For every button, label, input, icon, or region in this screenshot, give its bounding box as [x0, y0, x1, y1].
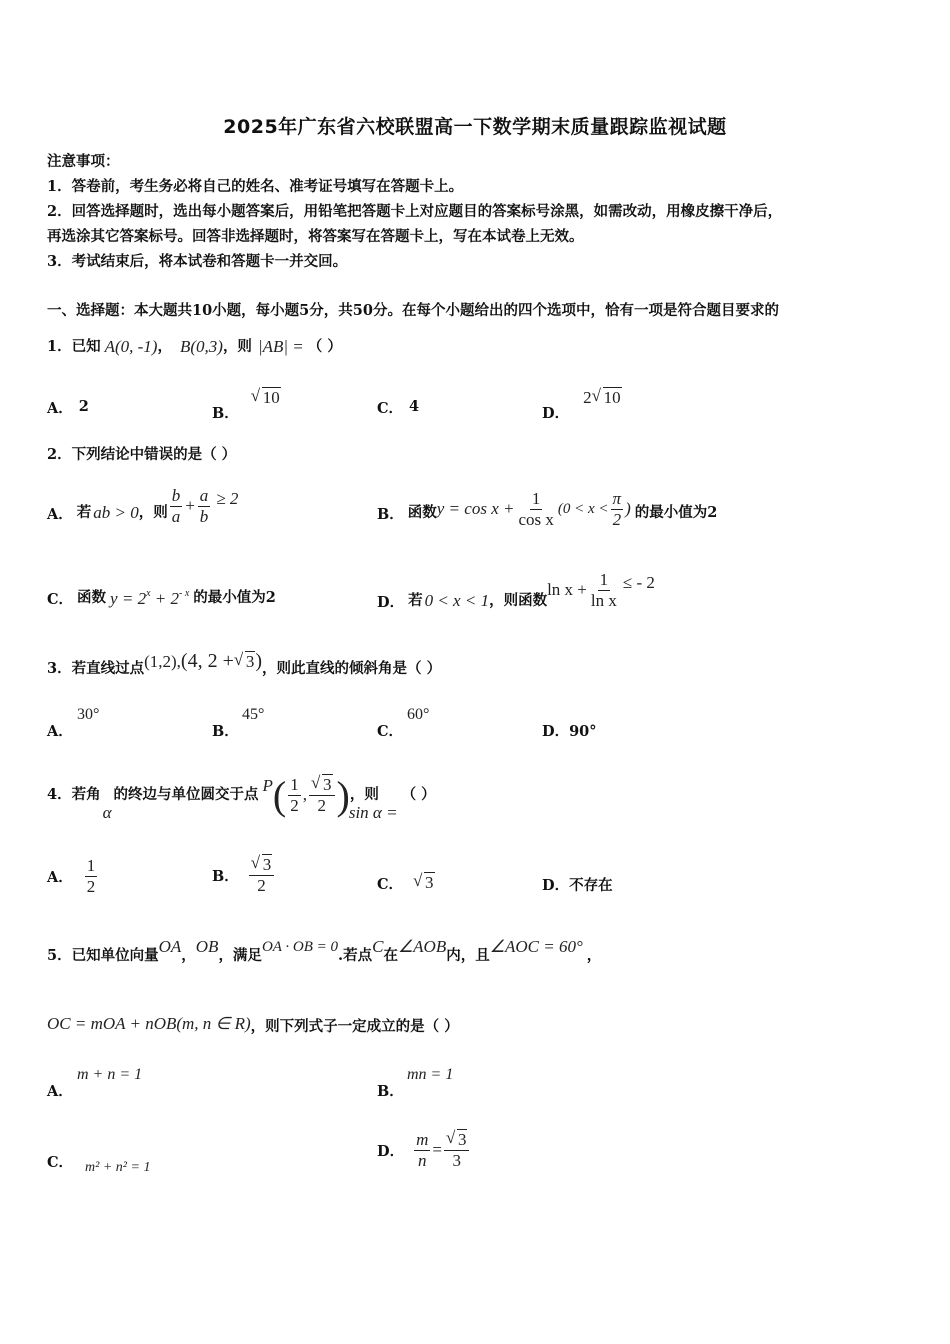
q3-points: (1,2),(4, 2 + √ 3) — [144, 649, 263, 672]
q4-option-c — [377, 868, 435, 898]
q5-number: 5．已知单位向量 — [47, 947, 159, 964]
q5-option-d — [377, 1124, 471, 1176]
plus: + 2 — [150, 588, 180, 608]
q1-expr: |AB| = — [257, 337, 304, 356]
q4-option-b — [212, 850, 276, 900]
exponent: - x — [179, 587, 190, 599]
comma: , — [302, 785, 307, 804]
option-label: B． — [212, 723, 239, 740]
option-text: 4 — [409, 398, 420, 415]
q1-option-a — [47, 392, 89, 422]
q5-angle1: ∠AOB — [397, 937, 447, 956]
frac-den: 2 — [290, 795, 299, 815]
frac-den: 2 — [317, 795, 326, 815]
q4-number: 4．若角 — [47, 786, 101, 803]
option-label: A． — [47, 723, 73, 740]
q1-option-d — [542, 388, 622, 422]
frac-den: ln x — [590, 590, 617, 610]
option-math: 2 √ 10 — [583, 386, 621, 407]
option-label: A． — [47, 1083, 73, 1100]
option-label: B． — [212, 404, 239, 422]
q4-point: P ( $\frac{1}{2}$ , √ 3 2 ) — [262, 772, 350, 818]
option-label: C． — [47, 1153, 74, 1171]
question-3-stem — [47, 646, 441, 686]
q1-option-c — [377, 392, 419, 422]
notice-item: 2．回答选择题时，选出每小题答案后，用铅笔把答题卡上对应题目的答案标号涂黑，如需改动，用橡皮擦干净后， — [47, 203, 783, 220]
option-text: ，则函数 — [489, 592, 548, 609]
q3-number: 3．若直线过点 — [47, 660, 145, 677]
frac-num: 1 — [86, 855, 96, 875]
option-text: 的最小值为2 — [634, 504, 718, 521]
q3-option-d — [542, 720, 597, 742]
option-math: ab > 0 — [93, 503, 139, 522]
frac-den: a — [171, 506, 181, 526]
option-text: 函数 — [407, 504, 437, 521]
point-2-start: (4, 2 + — [180, 649, 234, 672]
q4-alpha: α — [102, 803, 112, 822]
notice-item: 再选涂其它答案标号。回答非选择题时，将答案写在答题卡上，写在本试卷上无效。 — [47, 228, 584, 245]
relation: ≤ - 2 — [622, 573, 655, 592]
frac-num: a — [199, 485, 209, 505]
page-title: 2025年广东省六校联盟高一下数学期末质量跟踪监视试题 — [223, 116, 727, 138]
option-label: A． — [47, 868, 73, 886]
option-label: C． — [377, 875, 404, 893]
option-label: C． — [377, 723, 404, 740]
option-label: B． — [377, 505, 404, 523]
q5-ob: OB — [195, 937, 219, 956]
option-label: C． — [47, 590, 74, 608]
option-math — [110, 588, 189, 609]
question-5-stem — [47, 934, 601, 970]
q2-option-c — [47, 584, 276, 612]
lhs: ln x + — [547, 580, 587, 599]
option-label: A． — [47, 505, 73, 523]
q5-oa: OA — [158, 937, 182, 956]
option-math — [437, 489, 631, 530]
option-math: √ 10 — [250, 386, 280, 407]
expr: y = 2 — [110, 588, 147, 608]
option-label: D． — [377, 593, 405, 611]
q5-comma: ， — [181, 947, 196, 964]
notice-item: 3．考试结束后，将本试卷和答题卡一并交回。 — [47, 253, 348, 270]
q2-option-d — [377, 562, 655, 632]
sqrt-arg: 10 — [603, 388, 621, 407]
question-2-stem: 2．下列结论中错误的是（ ） — [47, 446, 237, 463]
question-1-stem — [47, 332, 342, 362]
option-math: 30° — [77, 706, 100, 723]
option-label: D． — [542, 877, 570, 894]
q4-blank: （ ） — [401, 786, 436, 803]
q1-blank: （ ） — [307, 338, 342, 355]
q5-mid2: .若点 — [338, 947, 373, 964]
option-math: √ 3 — [413, 871, 434, 892]
q3-post: ，则此直线的倾斜角是（ ） — [262, 660, 442, 677]
point-name: P — [262, 776, 273, 795]
q5-line2-post: ，则下列式子一定成立的是（ ） — [250, 1018, 459, 1035]
q5-mid4: 内，且 — [446, 947, 490, 964]
option-math — [168, 486, 239, 527]
option-label: D． — [542, 723, 570, 740]
option-math: 45° — [242, 706, 265, 723]
frac-den: 2 — [257, 875, 266, 895]
notice-heading: 注意事项： — [47, 153, 120, 170]
frac-num: b — [171, 485, 181, 505]
q5-oc-expr: OC = mOA + nOB(m, n ∈ R) — [47, 1014, 251, 1033]
option-math — [547, 570, 655, 611]
sqrt-arg: 3 — [245, 651, 255, 671]
frac-den: 2 — [86, 876, 96, 896]
option-label: D． — [377, 1142, 405, 1160]
q4-expr: sin α = — [348, 803, 398, 822]
coef: 2 — [583, 388, 592, 407]
plus: + — [184, 496, 196, 515]
frac-num: 1 — [290, 774, 299, 794]
lhs: y = cos x + — [436, 499, 515, 518]
option-text: 的最小值为2 — [193, 589, 276, 606]
q4-then: ，则 — [349, 786, 379, 803]
q4-mid: 的终边与单位圆交于点 — [113, 786, 259, 803]
sqrt-arg: 3 — [262, 854, 272, 874]
frac-num: 1 — [531, 488, 541, 508]
q5-option-c — [47, 1150, 150, 1178]
q5-end: ， — [586, 947, 602, 964]
q2-option-b — [377, 478, 717, 548]
option-label: D． — [542, 404, 570, 422]
option-text: 90° — [569, 723, 597, 740]
q1-point-a: A(0, -1) — [104, 337, 158, 356]
notice-item: 1．答卷前，考生务必将自己的姓名、准考证号填写在答题卡上。 — [47, 178, 464, 195]
option-text: 函数 — [77, 589, 107, 606]
sqrt-arg: 3 — [323, 774, 332, 794]
option-text: 不存在 — [569, 877, 613, 894]
frac-num: m — [416, 1129, 429, 1149]
close-paren: ) — [625, 499, 631, 518]
q1-sep: ， — [157, 338, 172, 355]
option-math: m² + n² = 1 — [85, 1160, 151, 1175]
q1-option-b — [212, 388, 281, 422]
exponent: x — [146, 587, 151, 599]
q5-mid1: ，满足 — [218, 947, 262, 964]
option-math: 60° — [407, 706, 430, 723]
point-2-end: ) — [255, 649, 263, 672]
option-label: C． — [377, 399, 404, 417]
q1-then: ，则 — [222, 338, 252, 355]
option-math: $\frac{m}{n}$ = √ 3 3 — [412, 1130, 471, 1171]
option-text: 若 — [408, 592, 423, 609]
q5-c: C — [372, 937, 384, 956]
frac-den: cos x — [518, 509, 554, 529]
q4-option-d — [542, 874, 613, 896]
sqrt-arg: 3 — [457, 1129, 467, 1149]
equals: = — [432, 1140, 442, 1159]
option-math — [85, 856, 98, 897]
frac-num: 1 — [599, 569, 609, 589]
q5-dot: OA · OB = 0 — [261, 938, 339, 955]
relation: ≥ 2 — [216, 489, 239, 508]
q5-line-2 — [47, 1010, 459, 1038]
option-text: 2 — [78, 398, 89, 415]
frac-den: b — [199, 506, 209, 526]
point-1: (1,2), — [144, 651, 181, 671]
q1-number: 1．已知 — [47, 338, 101, 355]
option-label: B． — [377, 1083, 404, 1100]
q2-option-a — [47, 478, 238, 548]
q4-option-a — [47, 852, 99, 900]
sqrt-arg: 3 — [425, 873, 434, 892]
question-4-stem — [47, 762, 436, 828]
q5-mid3: 在 — [383, 947, 398, 964]
option-label: A． — [47, 399, 73, 417]
frac-num: π — [612, 488, 622, 508]
sqrt-arg: 10 — [262, 388, 280, 407]
option-label: B． — [212, 867, 239, 885]
q5-angle2: ∠AOC = 60° — [489, 937, 583, 956]
frac-den: 2 — [612, 509, 622, 529]
option-math: 0 < x < 1 — [424, 591, 490, 610]
q1-point-b: B(0,3) — [179, 337, 223, 356]
frac-den: 3 — [452, 1150, 461, 1170]
section-heading: 一、选择题：本大题共10小题，每小题5分，共50分。在每个小题给出的四个选项中，恰有一项是符合题目要求的 — [47, 302, 779, 319]
frac-den: n — [417, 1150, 427, 1170]
option-math: m + n = 1 — [77, 1066, 143, 1083]
range: (0 < x < — [557, 500, 609, 517]
option-text: ，则 — [138, 504, 168, 521]
option-text: 若 — [76, 504, 92, 521]
option-math: mn = 1 — [407, 1066, 454, 1083]
option-math: √ 3 2 — [249, 855, 275, 896]
